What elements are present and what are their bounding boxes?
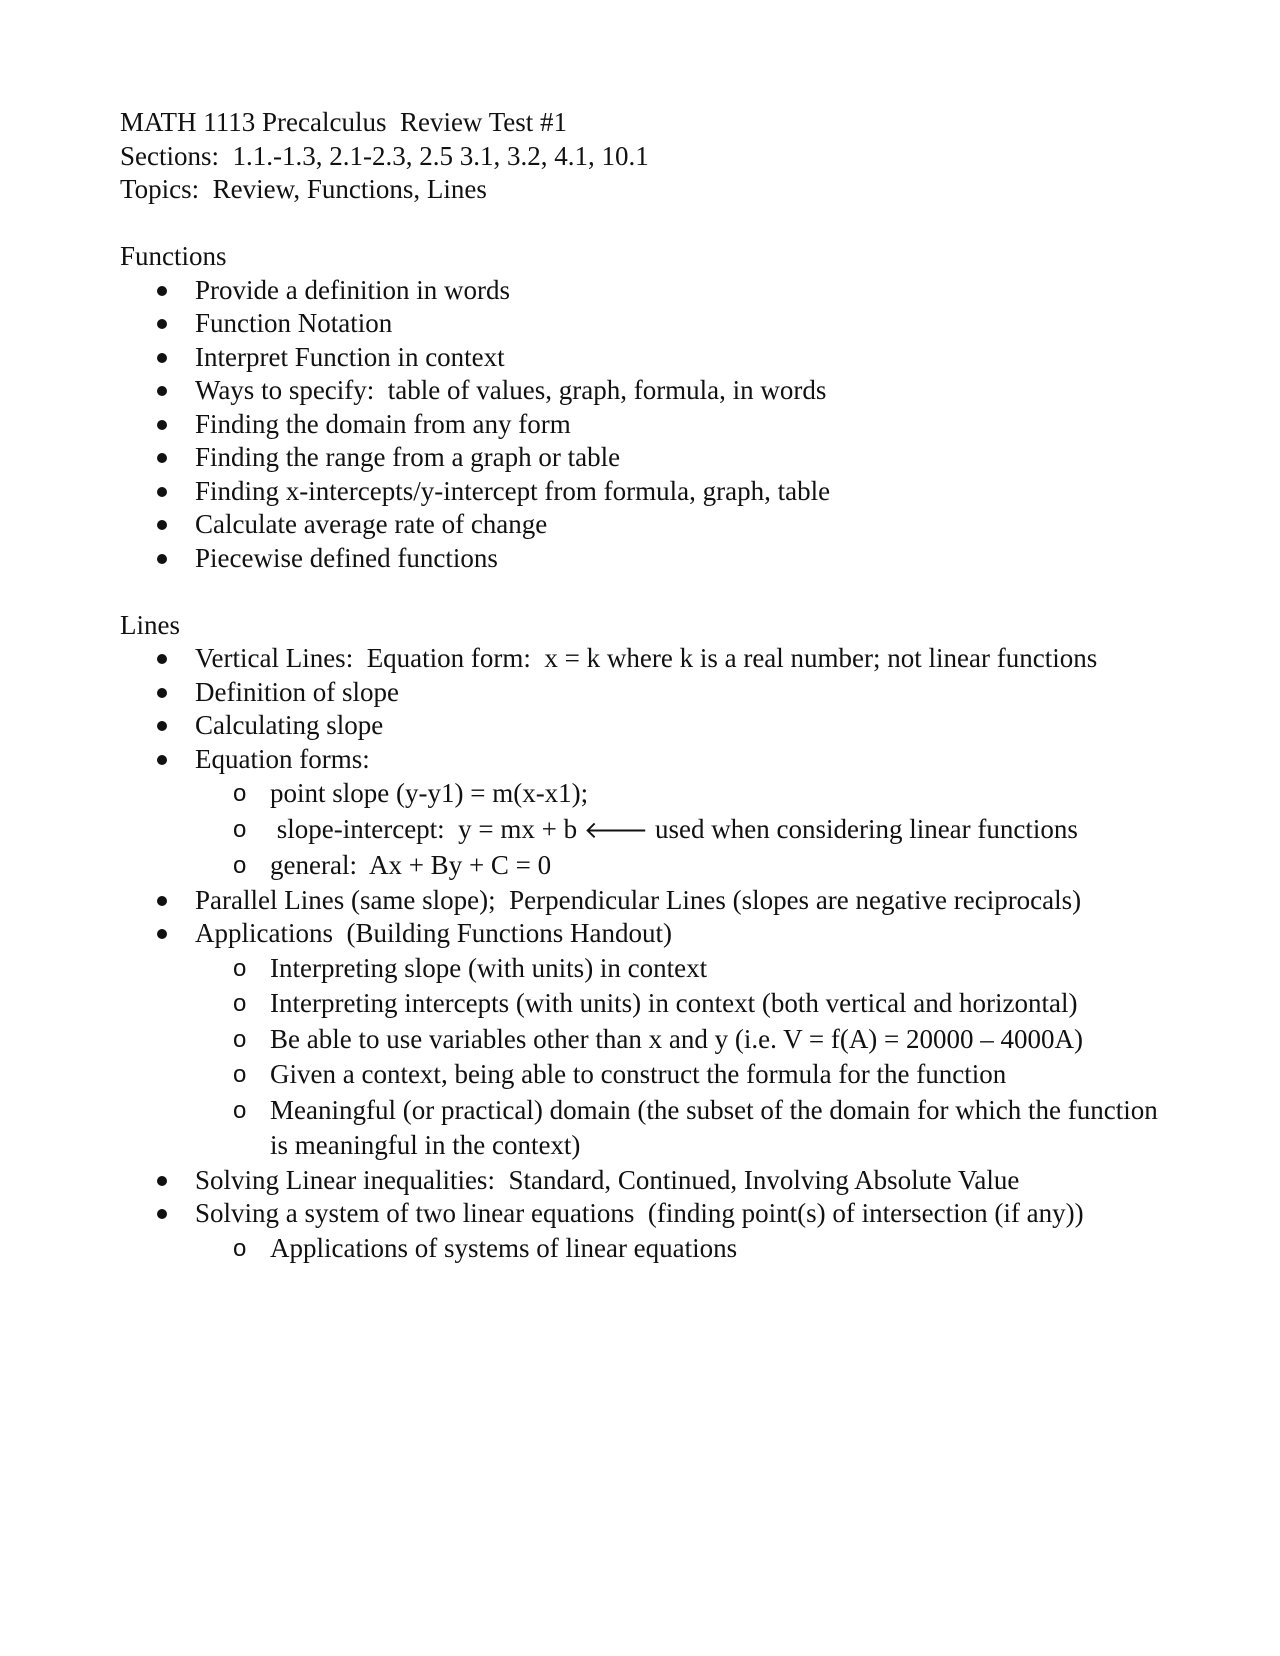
list-item: Ways to specify: table of values, graph, formula, in words — [120, 374, 1180, 408]
list-item: Finding the domain from any form — [120, 408, 1180, 442]
sub-list-item: o Applications of systems of linear equations — [195, 1231, 1180, 1267]
list-item: Equation forms: o point slope (y-y1) = m(x-x1); o slope-intercept: y = mx + b 🡐 used when considering linear functions o general: Ax + By + C = 0 — [120, 743, 1180, 884]
lines-heading: Lines — [120, 609, 180, 640]
spacer — [120, 207, 1180, 241]
document-page — [120, 106, 1180, 1266]
list-item: Function Notation — [120, 307, 1180, 341]
list-item: Interpret Function in context — [120, 341, 1180, 375]
sub-list-item: o point slope (y-y1) = m(x-x1); — [195, 776, 1180, 812]
systems-sublist — [195, 1231, 1180, 1267]
list-item: Parallel Lines (same slope); Perpendicular Lines (slopes are negative reciprocals) — [120, 884, 1180, 918]
list-item: Provide a definition in words — [120, 274, 1180, 308]
doc-title: MATH 1113 Precalculus Review Test #1 — [120, 107, 568, 137]
sub-list-item: o general: Ax + By + C = 0 — [195, 848, 1180, 884]
lines-list — [120, 642, 1180, 1266]
list-item: Applications (Building Functions Handout) o Interpreting slope (with units) in context o Interpreting intercepts (with units) in context (both vertical and horizontal) o Be able to use variables other than x and y (i.e. V = f(A) = 20000 – 4000A) o Given a context, being able to construct the formula for the function o Meaningful (or practical) domain (the subset of the domain for which the function is meaningful in the context) — [120, 917, 1180, 1164]
spacer — [120, 575, 1180, 609]
sub-list-item: o Interpreting intercepts (with units) in context (both vertical and horizontal) — [195, 986, 1180, 1022]
sub-list-item: o Interpreting slope (with units) in context — [195, 951, 1180, 987]
list-item: Solving Linear inequalities: Standard, Continued, Involving Absolute Value — [120, 1164, 1180, 1198]
sub-list-item: o slope-intercept: y = mx + b 🡐 used when considering linear functions — [195, 812, 1180, 849]
list-item: Calculating slope — [120, 709, 1180, 743]
doc-topics: Topics: Review, Functions, Lines — [120, 174, 487, 204]
doc-sections: Sections: 1.1.-1.3, 2.1-2.3, 2.5 3.1, 3.2, 4.1, 10.1 — [120, 140, 649, 171]
left-arrow-icon: 🡐 — [583, 815, 649, 844]
functions-heading: Functions — [120, 241, 227, 271]
equation-forms-sublist — [195, 776, 1180, 884]
applications-sublist — [195, 951, 1180, 1164]
functions-list — [120, 274, 1180, 576]
list-item: Definition of slope — [120, 676, 1180, 710]
list-item: Calculate average rate of change — [120, 508, 1180, 542]
sub-list-item: o Given a context, being able to construct the formula for the function — [195, 1057, 1180, 1093]
list-item: Vertical Lines: Equation form: x = k where k is a real number; not linear functions — [120, 642, 1180, 676]
sub-list-item: o Meaningful (or practical) domain (the subset of the domain for which the function is meaningful in the context) — [195, 1093, 1180, 1164]
sub-list-item: o Be able to use variables other than x and y (i.e. V = f(A) = 20000 – 4000A) — [195, 1022, 1180, 1058]
list-item: Finding x-intercepts/y-intercept from formula, graph, table — [120, 475, 1180, 509]
list-item: Solving a system of two linear equations (finding point(s) of intersection (if any)) o Applications of systems of linear equations — [120, 1197, 1180, 1266]
list-item: Finding the range from a graph or table — [120, 441, 1180, 475]
list-item: Piecewise defined functions — [120, 542, 1180, 576]
